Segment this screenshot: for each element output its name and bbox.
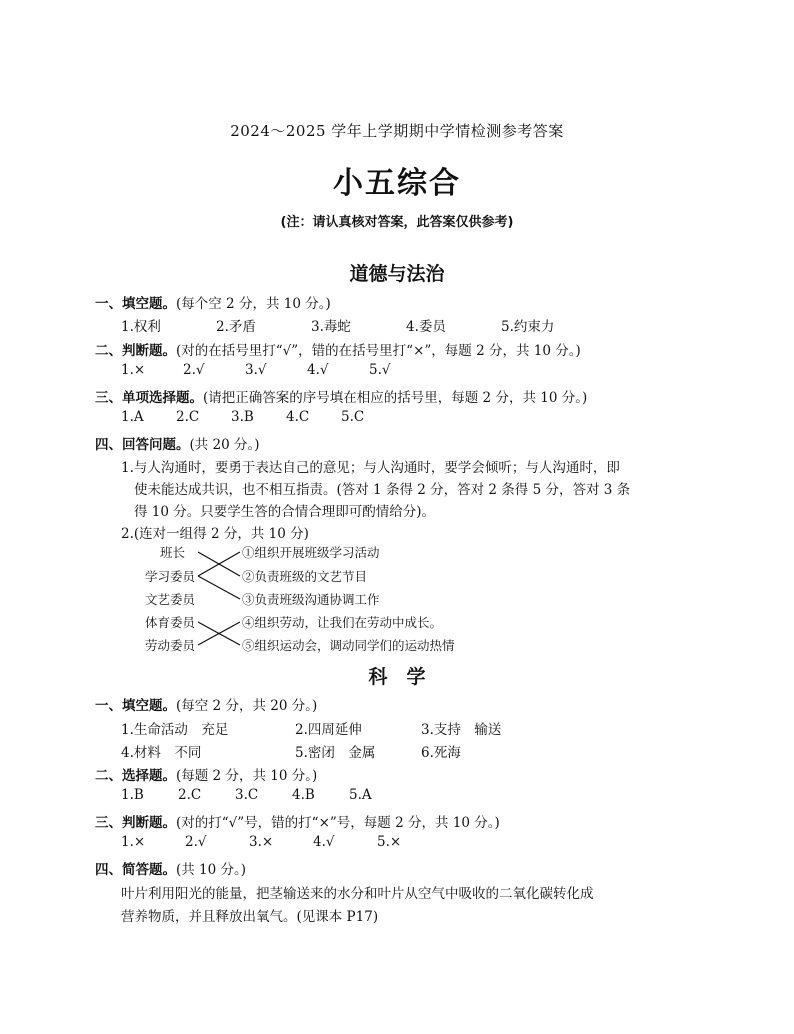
kexue-q4-answer-line2: 营养物质，并且释放出氧气。(见课本 P17) xyxy=(121,909,379,925)
answer-item: 4.材料 不同 xyxy=(121,745,202,761)
answer-item: 6.死海 xyxy=(421,745,461,761)
daode-q1-heading xyxy=(95,292,331,312)
daode-q4-1-line3: 得 10 分。只要学生答的合情合理即可酌情给分)。 xyxy=(134,504,436,520)
question-info: (请把正确答案的序号填在相应的括号里，每题 2 分，共 10 分。) xyxy=(203,390,588,406)
question-info: (每个空 2 分，共 10 分。) xyxy=(176,296,331,312)
match-right-item: ③负责班级沟通协调工作 xyxy=(242,592,380,607)
answer-item: 5.× xyxy=(377,834,402,850)
document-note: (注：请认真核对答案，此答案仅供参考) xyxy=(280,215,514,230)
question-label: 二、判断题。 xyxy=(95,343,176,359)
answer-item: 1.生命活动 充足 xyxy=(121,722,229,738)
answer-item: 1.A xyxy=(121,409,144,425)
kexue-q4-heading xyxy=(95,858,246,878)
match-left-item: 文艺委员 xyxy=(145,592,196,607)
match-right-item: ①组织开展班级学习活动 xyxy=(242,545,380,560)
answer-item: 3.√ xyxy=(245,362,267,378)
answer-item: 1.× xyxy=(121,834,146,850)
question-label: 三、判断题。 xyxy=(95,815,176,831)
match-right-item: ②负责班级的文艺节目 xyxy=(242,569,368,584)
match-line-3 xyxy=(198,576,240,599)
answer-item: 1.B xyxy=(121,787,144,803)
question-label: 三、单项选择题。 xyxy=(95,390,203,406)
daode-q4-1-line1: 1.与人沟通时，要勇于表达自己的意见；与人沟通时，要学会倾听；与人沟通时，即 xyxy=(121,460,620,476)
question-info: (共 10 分。) xyxy=(176,862,247,878)
answer-item: 3.支持 输送 xyxy=(421,722,502,738)
daode-q2-heading xyxy=(95,339,581,359)
match-right-item: ④组织劳动，让我们在劳动中成长。 xyxy=(242,615,443,630)
daode-q4-1-line2: 使未能达成共识，也不相互指责。(答对 1 条得 2 分，答对 2 条得 5 分，答对 3 条 xyxy=(134,482,631,498)
kexue-q3-answers xyxy=(121,834,401,850)
answer-item: 5.A xyxy=(349,787,372,803)
answer-item: 3.B xyxy=(231,409,254,425)
answer-item: 4.委员 xyxy=(406,319,446,335)
kexue-q4-answer-line1: 叶片利用阳光的能量，把茎输送来的水分和叶片从空气中吸收的二氧化碳转化成 xyxy=(121,886,594,902)
question-label: 二、选择题。 xyxy=(95,768,176,784)
question-label: 四、简答题。 xyxy=(95,862,176,878)
daode-q3-answers xyxy=(121,409,364,425)
answer-item: 2.√ xyxy=(183,362,205,378)
match-left-item: 学习委员 xyxy=(145,569,196,584)
answer-item: 5.√ xyxy=(369,362,391,378)
matching-diagram xyxy=(140,538,500,658)
answer-item: 2.C xyxy=(178,787,202,803)
match-left-item: 劳动委员 xyxy=(145,638,196,653)
section-title-daode: 道德与法治 xyxy=(349,263,445,285)
answer-item: 4.√ xyxy=(313,834,335,850)
answer-item: 3.毒蛇 xyxy=(311,319,351,335)
question-info: (对的打“√”号，错的打“×”号，每题 2 分，共 10 分。) xyxy=(176,815,500,831)
answer-item: 4.B xyxy=(292,787,315,803)
question-info: (每题 2 分，共 10 分。) xyxy=(176,768,318,784)
answer-item: 1.× xyxy=(121,362,146,378)
kexue-q1-answers-row2 xyxy=(121,741,461,761)
answer-item: 4.C xyxy=(286,409,310,425)
question-info: (每空 2 分，共 20 分。) xyxy=(176,698,318,714)
kexue-q2-answers xyxy=(121,787,372,803)
daode-q4-heading xyxy=(95,433,260,453)
match-left-item: 体育委员 xyxy=(145,615,196,630)
daode-q4-2-heading: 2.(连对一组得 2 分，共 10 分) xyxy=(121,526,309,542)
match-right-item: ⑤组织运动会，调动同学们的运动热情 xyxy=(242,638,455,653)
question-info: (对的在括号里打“√”，错的在括号里打“×”，每题 2 分，共 10 分。) xyxy=(176,343,581,359)
question-label: 四、回答问题。 xyxy=(95,437,190,453)
answer-item: 2.√ xyxy=(185,834,207,850)
kexue-q2-heading xyxy=(95,764,317,784)
section-title-kexue: 科 学 xyxy=(368,666,426,688)
answer-item: 3.× xyxy=(249,834,274,850)
answer-item: 3.C xyxy=(235,787,259,803)
document-title: 小五综合 xyxy=(333,166,461,201)
answer-item: 5.C xyxy=(341,409,365,425)
daode-q2-answers xyxy=(121,362,390,378)
answer-item: 1.权利 xyxy=(121,319,161,335)
answer-item: 5.约束力 xyxy=(501,319,555,335)
question-label: 一、填空题。 xyxy=(95,698,176,714)
answer-item: 2.矛盾 xyxy=(216,319,256,335)
answer-item: 4.√ xyxy=(307,362,329,378)
question-info: (共 20 分。) xyxy=(189,437,260,453)
question-label: 一、填空题。 xyxy=(95,296,176,312)
match-left-item: 班长 xyxy=(160,545,186,560)
kexue-q1-answers-row1 xyxy=(121,718,501,738)
answer-item: 2.C xyxy=(176,409,200,425)
answer-item: 2.四周延伸 xyxy=(295,722,362,738)
daode-q3-heading xyxy=(95,386,587,406)
kexue-q1-heading xyxy=(95,694,317,714)
kexue-q3-heading xyxy=(95,811,500,831)
answer-item: 5.密闭 金属 xyxy=(295,745,376,761)
daode-q1-answers xyxy=(121,315,554,335)
document-subtitle: 2024～2025 学年上学期期中学情检测参考答案 xyxy=(230,122,564,140)
